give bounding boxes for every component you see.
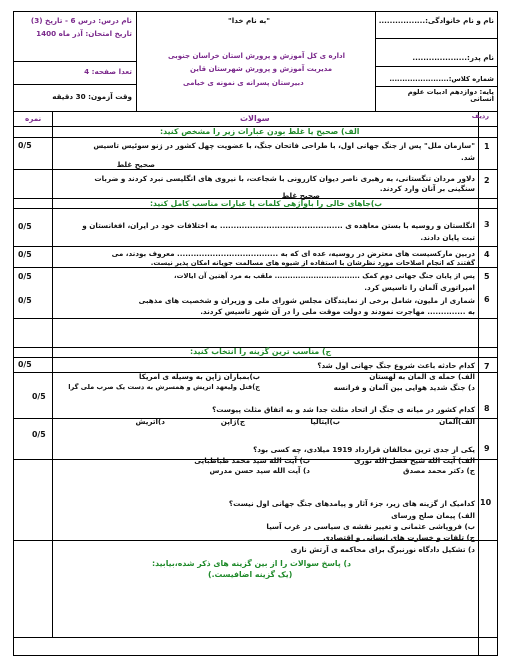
- question-5-line-2: امپراتوری آلمان را تاسیس کرد.: [364, 283, 475, 292]
- row-col-divider: [478, 111, 479, 656]
- question-1-options[interactable]: صحیح غلط: [116, 160, 155, 169]
- question-number: 4: [484, 250, 490, 259]
- score-header: نمره: [25, 114, 42, 123]
- student-name-field[interactable]: نام و نام خانوادگی:.................: [378, 16, 494, 25]
- question-number: 1: [484, 142, 490, 151]
- question-9-option-c[interactable]: ج) دکتر محمد مصدق: [403, 466, 475, 475]
- frame-left: [13, 11, 14, 656]
- class-number-field[interactable]: شماره کلاس:.......................: [389, 75, 494, 83]
- bismillah: "به نام خدا": [228, 16, 271, 25]
- father-name-field[interactable]: نام پدر:....................: [412, 53, 494, 62]
- questions-header: سوالات: [240, 114, 270, 123]
- score-col-divider: [52, 111, 53, 638]
- question-9-option-b[interactable]: ب) آیت الله سید محمد طباطبایی: [194, 456, 310, 465]
- question-10-option-a[interactable]: الف) پیمان صلح ورسای: [391, 511, 475, 520]
- question-7-score: 0/5: [18, 360, 32, 369]
- grade-label: پایه: دوازدهم ادبیات علوم انسانی: [407, 88, 494, 104]
- question-4-line-1[interactable]: دربین مارکسیست های معترض در روسیه، عده ای که به ..................................... معروف بودند، می: [111, 249, 475, 258]
- question-7-option-b[interactable]: ب)بمباران ژاپن به وسیله ی آمریکا: [138, 372, 260, 381]
- question-2-line-1: دلاور مردان تنگستانی، به رهبری ناصر دیوان کازرونی با شجاعت، با نیروی های انگلیسی نبرد کردند و ضربات: [94, 174, 475, 183]
- question-1-line-2: شد.: [461, 153, 475, 162]
- frame-right: [497, 11, 498, 656]
- question-number: 2: [484, 176, 490, 185]
- question-2-options[interactable]: صحیح غلط: [281, 191, 320, 200]
- frame-bottom: [13, 655, 498, 656]
- question-6-line-1: شماری از ملیون، شامل برخی از نمایندگان مجلس شورای ملی و وزیران و شخصیت های مذهبی: [138, 296, 475, 305]
- question-8-option-a[interactable]: الف)آلمان: [439, 417, 475, 426]
- question-7-option-c[interactable]: ج)قتل ولیعهد اتریش و همسرش به دست یک صرب ملی گرا: [68, 383, 260, 391]
- lesson-label: نام درس: درس 6 - تاریخ (3): [30, 16, 132, 25]
- question-2-line-2: سنگینی بر آنان وارد کردند.: [379, 184, 475, 193]
- section-d-title: د) پاسخ سوالات را از بین گزینه های ذکر شده،بیابید:: [152, 559, 352, 568]
- question-5-line-1[interactable]: پس از پایان جنگ جهانی دوم کمک ................................. ملقب به مرد آهنین آن ایالات،: [174, 272, 475, 280]
- question-9-score: 0/5: [32, 430, 46, 439]
- question-10-option-b[interactable]: ب) فروپاشی عثمانی و تغییر نقشه ی سیاسی در غرب آسیا: [266, 522, 475, 531]
- question-10-option-d[interactable]: د) تشکیل دادگاه نورنبرگ برای محاکمه ی آرتش نازی: [290, 545, 475, 554]
- question-number: 3: [484, 220, 490, 229]
- time-label: وقت آزمون: 30 دقیقه: [52, 92, 132, 101]
- question-6-line-2[interactable]: به .............. مهاجرت نمودند و دولت موقت ملی را در آن شهر تاسیس کردند.: [200, 307, 475, 316]
- question-4-line-2: گفتند که انجام اصلاحات مورد نظرشان با استفاده از شیوه های مسالمت جویانه امکان پذیر نیست.: [150, 259, 475, 267]
- question-number: 6: [484, 295, 490, 304]
- org-line-3: دبیرستان پسرانه ی نمونه ی خیامی: [183, 79, 304, 87]
- question-9-option-d[interactable]: د) آیت الله سید حسن مدرس: [209, 466, 310, 475]
- question-8-option-b[interactable]: ب)ایتالیا: [310, 417, 340, 426]
- question-8-stem: کدام کشور در میانه ی جنگ از اتحاد مثلث جدا شد و به اتفاق مثلث پیوست؟: [212, 405, 475, 414]
- question-number: 10: [480, 498, 492, 507]
- question-8-option-d[interactable]: د)اتریش: [135, 417, 165, 426]
- question-10-option-c[interactable]: ج) تلفات و خسارت های انسانی و اقتصادی: [323, 533, 475, 542]
- question-number: 9: [484, 444, 490, 453]
- frame-top: [13, 11, 498, 12]
- question-7-option-d[interactable]: د) جنگ شدید هوایی بین آلمان و فرانسه: [333, 383, 475, 392]
- question-number: 7: [484, 362, 490, 371]
- question-7-stem: کدام حادثه باعث شروع جنگ جهانی اول شد؟: [317, 361, 475, 370]
- section-d-subtitle: (یک گزینه اضافیست.): [208, 570, 293, 579]
- question-10-stem: کدامیک از گزینه های زیر، جزء آثار و پیامدهای جنگ جهانی اول نیست؟: [228, 499, 475, 508]
- org-line-2: مدیریت آموزش و پرورش شهرستان قاین: [190, 65, 333, 73]
- question-number: 8: [484, 404, 490, 413]
- question-3-score: 0/5: [18, 222, 32, 231]
- question-1-score: 0/5: [18, 141, 32, 150]
- row-header: ردیف: [471, 112, 489, 120]
- section-b-title: ب)جاهای خالی را باواژهی کلمات یا عبارات مناسب کامل کنید:: [150, 199, 382, 208]
- question-1-line-1: "سازمان ملل" پس از جنگ جهانی اول، با طراحی فاتحان جنگ، با عضویت چهل کشور در ژنو سوئیس تاسیس: [93, 141, 475, 150]
- question-9-stem: یکی از جدی ترین مخالفان قرارداد 1919 میلادی، چه کسی بود؟: [253, 445, 475, 454]
- question-5-score: 0/5: [18, 272, 32, 281]
- question-6-score: 0/5: [18, 296, 32, 305]
- question-7-option-a[interactable]: الف) حمله ی آلمان به لهستان: [369, 372, 475, 381]
- question-3-line-2: تبت پایان دادند.: [420, 233, 475, 242]
- section-a-title: الف) صحیح یا غلط بودن عبارات زیر را مشخص کنید:: [160, 127, 360, 136]
- question-9-option-a[interactable]: الف) آیت الله شیخ فضل الله نوری: [353, 456, 475, 465]
- question-8-option-c[interactable]: ج)ژاپن: [220, 417, 245, 426]
- pages-label: تعدا صفحه: 4: [84, 67, 132, 76]
- org-line-1: اداره ی کل آموزش و پرورش استان خراسان جنوبی: [168, 52, 345, 60]
- question-8-score: 0/5: [32, 392, 46, 401]
- section-c-title: ج) مناسب ترین گزینه را انتخاب کنید:: [190, 347, 332, 356]
- exam-date-label: تاریخ امتحان: آذر ماه 1400: [36, 29, 132, 38]
- question-number: 5: [484, 272, 490, 281]
- question-4-score: 0/5: [18, 250, 32, 259]
- question-3-line-1[interactable]: انگلستان و روسیه با بستن معاهده ی ............................................. به اختلافات خود در ایران، افغانستان و: [82, 221, 475, 230]
